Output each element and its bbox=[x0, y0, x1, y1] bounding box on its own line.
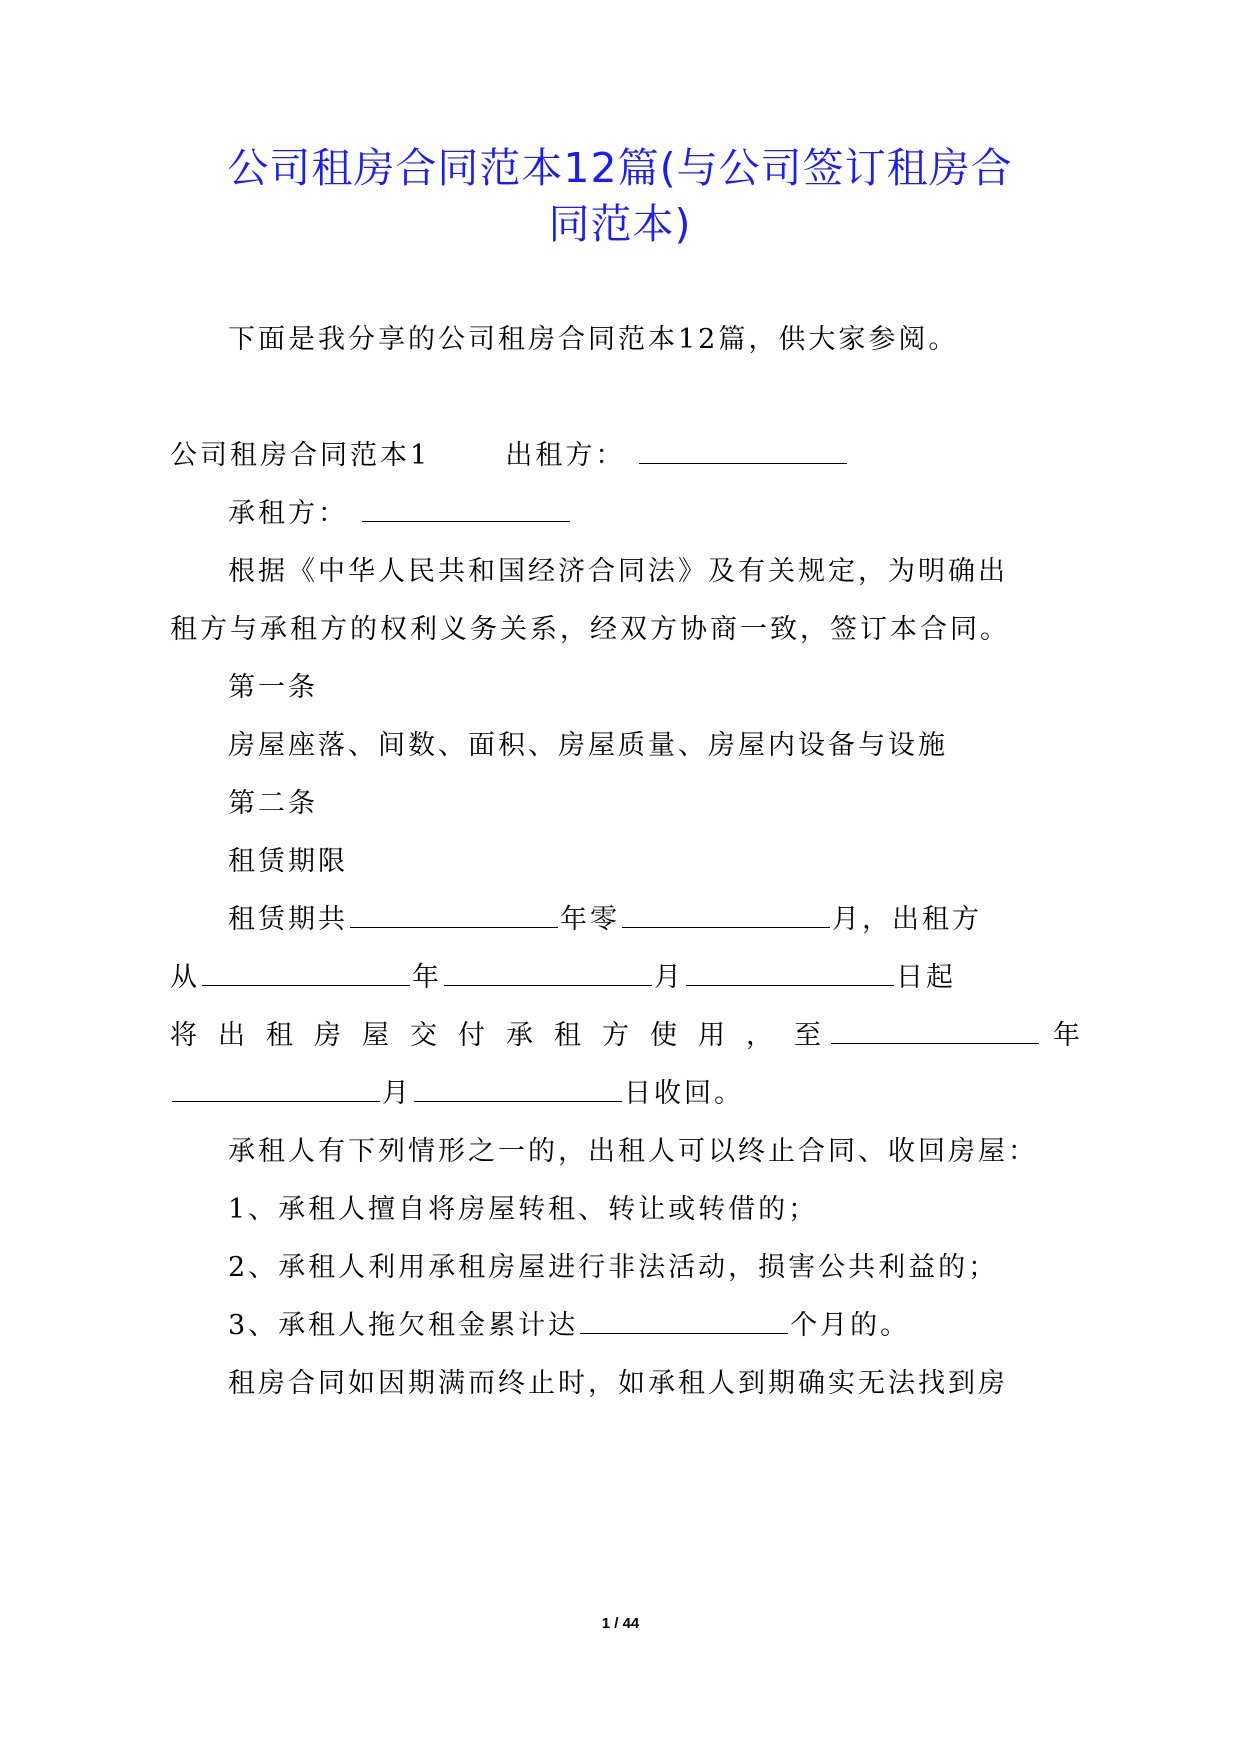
termination-intro: 承租人有下列情形之一的，出租人可以终止合同、收回房屋： bbox=[228, 1136, 1038, 1167]
lease-term-text: 年 bbox=[412, 962, 442, 993]
document-title-line-1: 公司租房合同范本12篇(与公司签订租房合 bbox=[227, 144, 1013, 192]
lease-term-text: 月 bbox=[654, 962, 684, 993]
lease-term-text: 月，出租方 bbox=[832, 904, 982, 935]
article-1-heading: 第一条 bbox=[228, 672, 318, 703]
start-year-blank bbox=[202, 961, 410, 986]
intro-paragraph: 下面是我分享的公司租房合同范本12篇，供大家参阅。 bbox=[228, 324, 959, 355]
sample-heading-row bbox=[170, 438, 849, 474]
lease-term-text: 将出租房屋交付承租方使用， bbox=[170, 1020, 794, 1051]
termination-item-3-text: 3、承租人拖欠租金累计达 bbox=[228, 1310, 579, 1341]
lease-term-text: 从 bbox=[170, 962, 200, 993]
months-blank bbox=[622, 903, 830, 928]
lessee-blank bbox=[362, 497, 570, 522]
end-month-blank-pre bbox=[172, 1077, 380, 1102]
years-blank bbox=[350, 903, 558, 928]
end-year-blank bbox=[831, 1019, 1039, 1044]
lease-term-line-3 bbox=[170, 1018, 1080, 1054]
page-number: 1 / 44 bbox=[601, 1615, 640, 1632]
expiry-paragraph: 租房合同如因期满而终止时，如承租人到期确实无法找到房 bbox=[228, 1368, 1008, 1399]
termination-item-1: 1、承租人擅自将房屋转租、转让或转借的； bbox=[228, 1194, 819, 1225]
article-2-content: 租赁期限 bbox=[228, 846, 348, 877]
document-title-line-2: 同范本) bbox=[548, 200, 692, 248]
preamble-line-2: 租方与承租方的权利义务关系，经双方协商一致，签订本合同。 bbox=[170, 614, 1010, 645]
lease-term-text: 至 bbox=[794, 1020, 821, 1051]
lease-term-line-4 bbox=[170, 1076, 744, 1112]
arrears-months-blank bbox=[580, 1309, 788, 1334]
termination-item-3 bbox=[228, 1308, 910, 1344]
lease-term-text: 租赁期共 bbox=[228, 904, 348, 935]
lease-term-text: 日起 bbox=[896, 962, 956, 993]
lease-term-line-2 bbox=[170, 960, 956, 996]
lease-term-end bbox=[794, 1018, 1080, 1054]
lease-term-text: 日收回。 bbox=[624, 1078, 744, 1109]
lease-term-text: 年零 bbox=[560, 904, 620, 935]
termination-item-3-text: 个月的。 bbox=[790, 1310, 911, 1341]
article-1-content: 房屋座落、间数、面积、房屋质量、房屋内设备与设施 bbox=[228, 730, 948, 761]
preamble-line-1: 根据《中华人民共和国经济合同法》及有关规定，为明确出 bbox=[228, 556, 1008, 587]
start-day-blank bbox=[686, 961, 894, 986]
end-day-blank bbox=[414, 1077, 622, 1102]
sample-heading: 公司租房合同范本1 bbox=[170, 440, 431, 471]
lease-term-line-1 bbox=[228, 902, 982, 938]
lessee-row bbox=[228, 496, 572, 532]
lessee-label: 承租方： bbox=[228, 498, 348, 529]
lease-term-text: 月 bbox=[382, 1078, 412, 1109]
article-2-heading: 第二条 bbox=[228, 788, 318, 819]
lease-term-text: 年 bbox=[1053, 1020, 1080, 1051]
lessor-blank bbox=[639, 439, 847, 464]
termination-item-2: 2、承租人利用承租房屋进行非法活动，损害公共利益的； bbox=[228, 1252, 999, 1283]
lessor-label: 出租方： bbox=[505, 440, 626, 471]
start-month-blank bbox=[444, 961, 652, 986]
